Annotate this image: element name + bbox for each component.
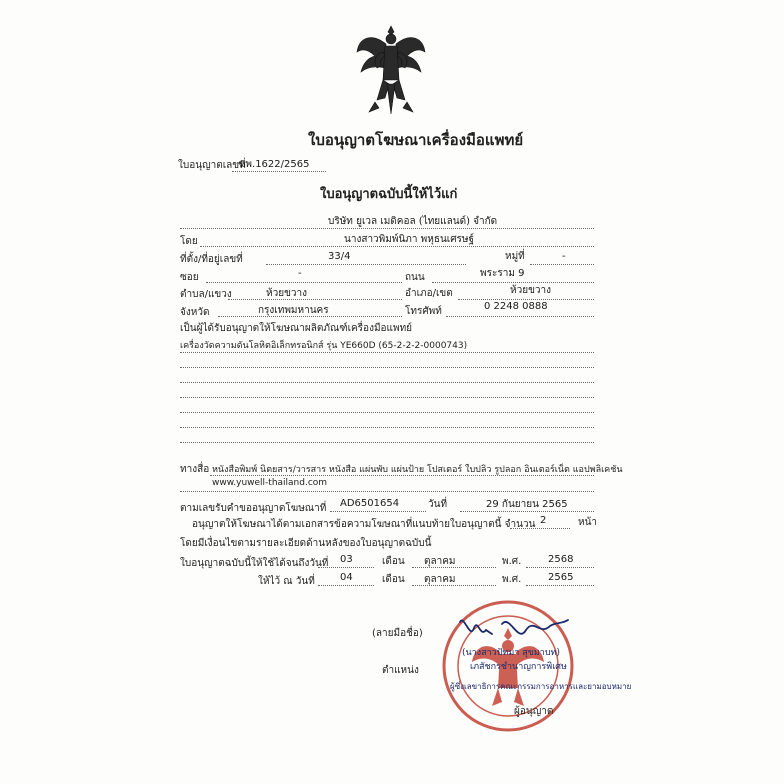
handwritten-signature <box>430 610 580 650</box>
request-date-label: วันที่ <box>428 499 448 510</box>
company-line <box>180 228 594 229</box>
phone-label: โทรศัพท์ <box>405 306 442 317</box>
attach-statement: อนุญาตให้โฆษณาได้ตามเอกสารข้อความโฆษณาที่แนบท้ายใบอนุญาตนี้ จำนวน <box>192 519 536 530</box>
signature-label: (ลายมือชื่อ) <box>372 628 423 639</box>
website: www.yuwell-thailand.com <box>212 478 328 488</box>
issued-month: ตุลาคม <box>424 574 456 585</box>
company-name: บริษัท ยูเวล เมดิคอล (ไทยแลนด์) จำกัด <box>328 216 498 227</box>
district-line <box>458 299 594 300</box>
road-label: ถนน <box>405 272 425 283</box>
garuda-emblem-icon <box>353 22 429 122</box>
address-no: 33/4 <box>328 251 351 262</box>
website-line <box>180 491 594 492</box>
media-value: หนังสือพิมพ์ นิตยสาร/วารสาร หนังสือ แผ่นพับ แผ่นป้าย โปสเตอร์ ใบปลิว รูปลอก อินเตอร์เน็ต แอปพลิเคชัน <box>212 465 623 475</box>
address-line <box>266 264 466 265</box>
media-line <box>210 475 594 476</box>
district-label: อำเภอ/เขต <box>405 288 453 299</box>
product-line-3 <box>180 382 594 383</box>
issued-year-label: พ.ศ. <box>502 574 522 585</box>
attach-count: 2 <box>540 515 547 526</box>
product-description: เครื่องวัดความดันโลหิตอิเล็กทรอนิกส์ รุ่น YE660D (65-2-2-2-0000743) <box>180 341 468 351</box>
valid-month-line <box>412 567 496 568</box>
request-no: AD6501654 <box>340 498 400 509</box>
request-label: ตามเลขรับคำขออนุญาตโฆษณาที่ <box>180 503 327 514</box>
product-line-1 <box>180 352 594 353</box>
issued-year-line <box>526 585 594 586</box>
position-label: ตำแหน่ง <box>382 665 419 676</box>
province-line <box>218 316 402 317</box>
subdistrict-line <box>228 299 402 300</box>
issued-label: ให้ไว้ ณ วันที่ <box>258 576 315 587</box>
media-label: ทางสื่อ <box>180 464 210 475</box>
district-value: ห้วยขวาง <box>510 285 552 296</box>
moo-line <box>530 264 594 265</box>
signer-title: เภสัชกรชำนาญการพิเศษ <box>470 662 567 672</box>
attach-unit: หน้า <box>578 517 598 528</box>
valid-month-label: เดือน <box>382 556 405 567</box>
condition-statement: โดยมีเงื่อนไขตามรายละเอียดด้านหลังของใบอนุญาตฉบับนี้ <box>180 538 432 549</box>
request-no-line <box>330 511 426 512</box>
by-label: โดย <box>180 236 198 247</box>
license-no-label: ใบอนุญาตเลขที่ <box>178 160 246 171</box>
valid-year-line <box>526 567 594 568</box>
soi-value: - <box>298 268 302 279</box>
by-name: นางสาวพิมพ์นิภา พหุธนเศรษฐ์ <box>344 234 475 245</box>
issued-day: 04 <box>340 572 353 583</box>
granted-to-heading: ใบอนุญาตฉบับนี้ให้ไว้แก่ <box>320 187 458 202</box>
request-date-line <box>460 511 594 512</box>
signer-name: (นางสาวปัทมา สุขมาบท) <box>462 648 560 658</box>
subdistrict-label: ตำบล/แขวง <box>180 289 232 300</box>
soi-line <box>206 282 402 283</box>
valid-day: 03 <box>340 554 353 565</box>
valid-label: ใบอนุญาตฉบับนี้ให้ใช้ได้จนถึงวันที่ <box>180 558 329 569</box>
soi-label: ซอย <box>180 272 199 283</box>
issued-month-line <box>412 585 496 586</box>
address-label: ที่ตั้ง/ที่อยู่เลขที่ <box>180 254 243 265</box>
product-line-6 <box>180 427 594 428</box>
license-no-line <box>232 171 326 172</box>
product-line-2 <box>180 367 594 368</box>
request-date: 29 กันยายน 2565 <box>486 499 568 510</box>
phone-value: 0 2248 0888 <box>484 301 548 312</box>
product-line-7 <box>180 442 594 443</box>
product-line-5 <box>180 412 594 413</box>
subdistrict-value: ห้วยขวาง <box>266 288 308 299</box>
moo-value: - <box>562 251 566 262</box>
moo-label: หมู่ที่ <box>505 251 525 262</box>
attach-count-line <box>510 528 570 529</box>
product-line-4 <box>180 397 594 398</box>
permit-statement: เป็นผู้ได้รับอนุญาตให้โฆษณาผลิตภัณฑ์เครื่องมือแพทย์ <box>180 323 413 334</box>
road-value: พระราม 9 <box>480 268 525 279</box>
signer-role: ผู้ซึ่งเลขาธิการคณะกรรมการอาหารและยามอบหมาย <box>450 682 632 691</box>
province-value: กรุงเทพมหานคร <box>258 305 329 316</box>
valid-year-label: พ.ศ. <box>502 556 522 567</box>
issued-month-label: เดือน <box>382 574 405 585</box>
licensor-label: ผู้อนุญาต <box>514 706 554 717</box>
valid-month: ตุลาคม <box>424 556 456 567</box>
issued-year: 2565 <box>548 572 574 583</box>
province-label: จังหวัด <box>180 307 210 318</box>
issued-day-line <box>318 585 374 586</box>
phone-line <box>446 316 594 317</box>
by-line <box>200 246 594 247</box>
valid-day-line <box>318 567 374 568</box>
valid-year: 2568 <box>548 554 574 565</box>
license-no-value: ฆพ.1622/2565 <box>238 159 310 170</box>
document-title: ใบอนุญาตโฆษณาเครื่องมือแพทย์ <box>308 131 524 149</box>
